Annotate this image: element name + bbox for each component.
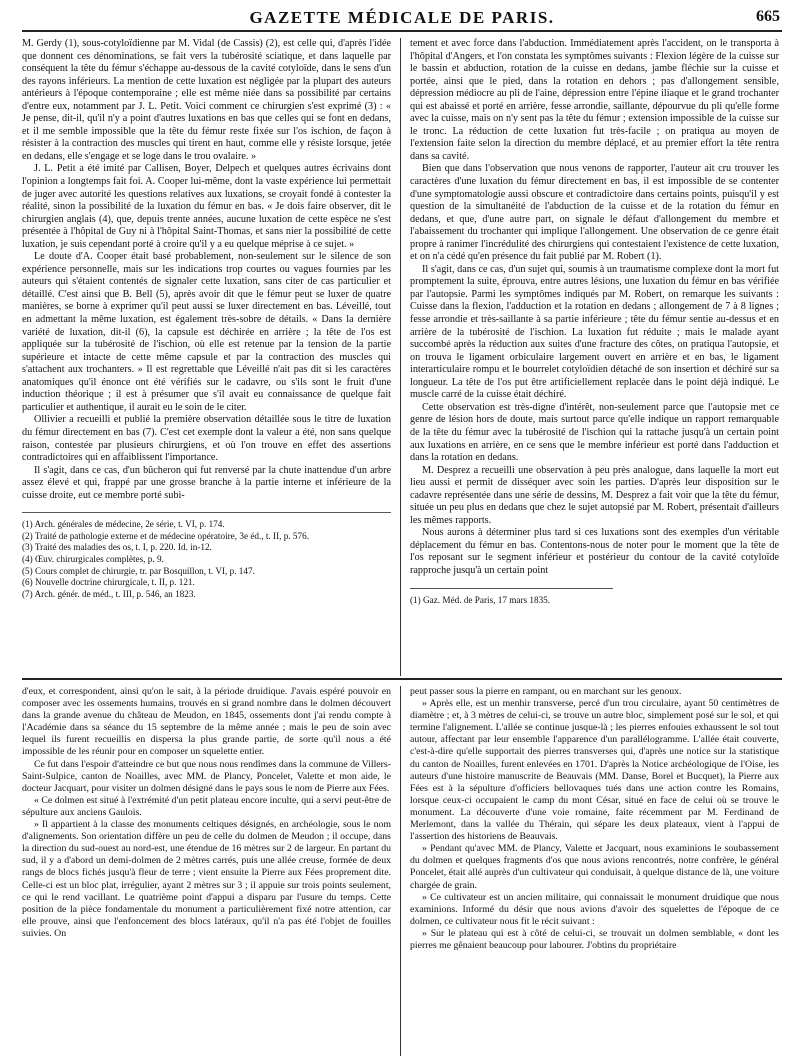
paragraph: M. Gerdy (1), sous-cotyloïdienne par M. Vidal (de Cassis) (2), est celle qui, d'après l'idée que donnent ces dénominations, se fait vers la tubérosité sciatique, et dans laquelle par conséquent la tête du fémur s'échappe au-dessous de la cavité cotyloïde, dans le sens d'un des rayons inférieurs. La mention de cette luxation est négligée par la plupart des auteurs antérieurs à l'époque contemporaine ; elle est même niée dans sa possibilité par certains d'entre eux, notamment par J. L. Petit. Voici comment ce chirurgien s'est exprimé (3) : « Je pense, dit-il, qu'il n'y a point d'autres luxations en bas que celles qui se font en dedans, et il me semble impossible que la tête du fémur reste fixée sur l'os ischion, de façon à résister à la contraction des muscles qui tirent en haut, comme elle y résiste lorsque, jetée en dedans, elle s'engage et se loge dans le trou ovalaire. » <box>22 38 391 162</box>
paragraph: tement et avec force dans l'abduction. Immédiatement après l'accident, on le transporta à l'hôpital d'Angers, et l'on constata les symptômes suivants : Flexion légère de la cuisse sur le bassin et abduction, rotation de la cuisse en dedans, jambe fléchie sur la cuisse et portée, ainsi que le pied, dans la rotation en dehors ; pas d'allongement sensible, dépression médiocre au pli de l'aine, dépression entre l'épine iliaque et le grand trochanter qui est abaissé et porté en arrière, fesse arrondie, saillante, dépourvue du pli qu'elle forme avec la cuisse, mais on n'y sent pas la tête du fémur ; extension impossible de la cuisse sur le tronc. La réduction de cette luxation fut très-facile ; on pratiqua au moyen de l'extension faite selon la direction du membre déplacé, et au premier effort la tête rentra dans sa cavité. <box>410 38 779 162</box>
column-divider <box>400 686 401 1056</box>
section-divider <box>22 678 782 680</box>
paragraph: Ollivier a recueilli et publié la première observation détaillée sous le titre de luxation du fémur directement en bas (7). C'est cet exemple dont la valeur a été, non sans quelque raison, contestée par plusieurs chirurgiens, et où l'on trouve en effet des assertions contradictoires qui en affaiblissent l'importance. <box>22 414 391 464</box>
footnote: (1) Arch. générales de médecine, 2e série, t. VI, p. 174. <box>22 519 225 530</box>
feuilleton-column-left <box>22 686 391 1056</box>
feuilleton-section <box>22 686 782 1056</box>
paragraph: Il s'agit, dans ce cas, d'un bûcheron qui fut renversé par la chute inattendue d'un arbre assez élevé et qui, frappé par une grosse branche à la partie interne et inférieure de la cuisse droite, eut ce membre porté subi- <box>22 464 391 501</box>
main-article <box>22 38 782 676</box>
paragraph: peut passer sous la pierre en rampant, ou en marchant sur les genoux. <box>410 686 682 697</box>
paragraph: Nous aurons à déterminer plus tard si ces luxations sont des exemples d'un véritable déplacement du fémur en bas. Contentons-nous de noter pour le moment que la tête de l'os reposant sur le segment inférieur et postérieur du contour de la cavité cotyloïde rapproche jusqu'à un certain point <box>410 527 779 576</box>
paragraph: » Sur le plateau qui est à côté de celui-ci, se trouvait un dolmen semblable, « dont les pierres me gênaient beaucoup pour labourer. J'obtins du propriétaire <box>410 927 779 951</box>
footnote: (1) Gaz. Méd. de Paris, 17 mars 1835. <box>410 594 551 605</box>
column-divider <box>400 38 401 676</box>
newspaper-page <box>22 6 782 1056</box>
paragraph: Bien que dans l'observation que nous venons de rapporter, l'auteur ait cru trouver les caractères d'une luxation du fémur directement en bas, il est impossible de se contenter d'une symptomatologie aussi obscure et contradictoire dans certains points, puisqu'il y est question de la simultanéité de l'abduction de la cuisse et de la rotation du fémur en dedans, et que, d'une autre part, on signale le défaut d'allongement du membre et l'abaissement du trochanter qui implique l'allongement. Une observation de ce genre était propre à ranimer l'incrédulité des chirurgiens qui contestaient l'existence de cette luxation, et on n'a cédé qu'en présence du fait publié par M. Robert (1). <box>410 163 779 263</box>
running-title: GAZETTE MÉDICALE DE PARIS. <box>249 8 555 27</box>
feuilleton-column-right <box>410 686 779 1056</box>
page-number: 665 <box>756 8 780 25</box>
article-column-left <box>22 38 391 676</box>
paragraph: » Pendant qu'avec MM. de Plancy, Valette et Jacquart, nous examinions le soubassement du dolmen et quelques fragments d'os que nous avions rencontrés, notre confrère, le général Poncelet, était allé auprès d'un cultivateur qui conduisait, à quelque distance de là, une voiture chargée de grain. <box>410 843 779 891</box>
paragraph: M. Desprez a recueilli une observation à peu près analogue, dans laquelle la mort eut lieu aussi et permit de disséquer avec soin les parties. D'après leur disposition sur le cadavre représentée dans une série de dessins, M. Desprez a fait voir que la tête du fémur, située un peu plus en dedans que chez le sujet autopsié par M. Robert, présentait d'ailleurs les mêmes rapports. <box>410 464 779 526</box>
paragraph: Ce fut dans l'espoir d'atteindre ce but que nous nous rendîmes dans la commune de Villers-Saint-Sulpice, canton de Noailles, avec MM. de Plancy, Poncelet, Valette et mon aide, le docteur Jacquart, pour visiter un dolmen désigné dans le pays sous le nom de Pierre aux Fées. <box>22 758 391 794</box>
footnote: (3) Traité des maladies des os, t. I, p. 220. Id. in-12. <box>22 542 212 553</box>
footnote-divider <box>22 512 391 513</box>
article-column-right <box>410 38 779 676</box>
footnote-divider <box>410 588 613 589</box>
paragraph: d'eux, et correspondent, ainsi qu'on le sait, à la période druidique. J'avais espéré pouvoir en composer avec les ossements humains, trouvés en si grand nombre dans le dolmen découvert dans la grande avenue du château de Meudon, en 1845, ossements dont j'ai rendu compte à l'Académie dans sa séance du 15 septembre de la même année ; mais le peu de soin avec lequel ils furent recueillis en dispersa la plus grande partie, de sorte qu'il nous a été impossible de les réunir pour en composer un squelette entier. <box>22 686 391 758</box>
paragraph: « Ce dolmen est situé à l'extrémité d'un petit plateau encore inculte, qui a servi peut-être de sépulture aux anciens Gaulois. <box>22 794 391 818</box>
paragraph: » Ce cultivateur est un ancien militaire, qui connaissait le monument druidique que nous examinions. Informé du désir que nous avions d'avoir des squelettes de l'époque de ce dolmen, ce cultivateur nous fit le récit suivant : <box>410 891 779 927</box>
footnote: (2) Traité de pathologie externe et de médecine opératoire, 3e éd., t. II, p. 576. <box>22 530 310 541</box>
paragraph: J. L. Petit a été imité par Callisen, Boyer, Delpech et quelques autres écrivains dont l'opinion a longtemps fait foi. A. Cooper lui-même, dont la vaste expérience lui permettait de juger avec autorité les questions relatives aux luxations, se croyait fondé à contester la réalité, sinon la possibilité de la luxation du fémur en bas. « Je dois faire observer, dit le chirurgien anglais (4), que, depuis trente années, aucune luxation de cette espèce ne s'est présentée à l'hôpital de Guy ni à l'hôpital Saint-Thomas, et sans nier la possibilité de cette luxation, je suis cependant porté à croire qu'il y a eu quelque méprise à ce sujet. » <box>22 163 391 250</box>
page-header <box>22 6 782 32</box>
paragraph: Le doute d'A. Cooper était basé probablement, non-seulement sur le silence de son expérience personnelle, mais sur les indications trop courtes ou vagues fournies par les auteurs qui s'étaient contentés de signaler cette luxation, sans citer de cas particulier et détaillé. C'est ainsi que B. Bell (5), après avoir dit que le fémur peut se luxer de quatre manières, se borne à exprimer qu'il peut aussi se luxer directement en bas. Léveillé, tout en admettant la même luxation, est également très-sobre de détails. « Dans la dernière variété de luxation, dit-il (6), la capsule est déchirée en arrière ; la tête de l'os est appliquée sur la tubérosité de l'ischion, où elle est retenue par la tension de la partie supérieure et intacte de cette même capsule et par la contraction des muscles qui s'attachent aux trochanters. » Il est regrettable que Léveillé n'ait pas dit si les caractères anatomiques qu'il énonce ont été vérifiés sur le cadavre, ou s'ils sont le fruit d'une induction théorique ; il est à présumer que s'il avait eu connaissance de quelque fait particulier et authentique, il aurait eu le soin de le citer. <box>22 251 391 413</box>
footnote: (7) Arch. génér. de méd., t. III, p. 546, an 1823. <box>22 588 196 599</box>
footnote: (6) Nouvelle doctrine chirurgicale, t. II, p. 121. <box>22 577 195 588</box>
footnote: (5) Cours complet de chirurgie, tr. par Bosquillon, t. VI, p. 147. <box>22 565 255 576</box>
footnote: (4) Œuv. chirurgicales complètes, p. 9. <box>22 554 164 565</box>
paragraph: Il s'agit, dans ce cas, d'un sujet qui, soumis à un traumatisme complexe dont la mort fut promptement la suite, éprouva, entre autres lésions, une luxation du fémur en bas vérifiée par l'autopsie. Parmi les symptômes indiqués par M. Robert, on remarque les suivants : Cuisse dans la flexion, l'adduction et la rotation en dedans ; allongement de 7 à 8 lignes ; fesse arrondie et très-saillante à sa partie inférieure ; tête du fémur sentie au-dessus et en arrière de la tubérosité de l'ischion. La luxation fut réduite ; mais le malade ayant succombé après la réduction aux suites d'une fracture des côtes, on pratiqua l'autopsie, et on trouva le ligament orbiculaire largement ouvert en arrière et en bas, le ligament interarticulaire rompu et le bourrelet cotyloïdien détaché de son insertion et déchiré sur sa longueur. La tête de l'os put être artificiellement replacée dans le point déjà indiqué. Le muscle carré de la cuisse était déchiré. <box>410 263 779 401</box>
paragraph: » Après elle, est un menhir transverse, percé d'un trou circulaire, ayant 50 centimètres de diamètre ; et, à 3 mètres de celui-ci, se trouve un autre bloc, simplement posé sur le sol, et qui termine l'alignement. L'allée se continue jusque-là ; les pierres enfouies exhaussent le sol tout autour, affectant par leur ensemble l'apparence d'un parallélogramme. L'allée était couverte, c'est-à-dire qu'elle supportait des pierres transverses qui, d'après une notice sur la statistique du canton de Noailles, furent enlevées en 1701. D'après la Notice archéologique de l'Oise, les auteurs d'une histoire manuscrite de Beauvais (MM. Danse, Borel et Bucquet), la Pierre aux Fées est à la sépulture d'officiers bellovaques tués dans une action contre les Romains, lorsque ceux-ci occupaient le camp du mont César, situé en face de celui où se trouve le monument. La découverte d'une voie romaine, faite récemment par M. Ferdinand de Merlemont, dans la vallée du Thérain, qui sépare les deux plateaux, vient à l'appui de l'assertion des historiens de Beauvais. <box>410 698 779 843</box>
paragraph: Cette observation est très-digne d'intérêt, non-seulement parce que l'autopsie met ce genre de lésion hors de doute, mais surtout parce qu'elle indique un rapport remarquable de la tête du fémur avec la tubérosité de l'ischion qui la rattache jusqu'à un certain point aux luxations en arrière, en ce sens que le membre inférieur est porté dans l'adduction et dans la rotation en dedans. <box>410 401 779 464</box>
paragraph: » Il appartient à la classe des monuments celtiques désignés, en archéologie, sous le nom d'alignements. Son orientation diffère un peu de celle du dolmen de Meudon ; il occupe, dans la direction du sud-ouest au nord-est, une étendue de 16 mètres sur 2 de largeur. En partant du sud, il y a d'abord un demi-dolmen de 2 mètres carrés, puis une allée creuse, formée de deux rangs de blocs fichés jusqu'à fleur de terre ; vient ensuite la Pierre aux Fées proprement dite. Celle-ci est un bloc plat, irrégulier, ayant 2 mètres sur 3 ; il appuie sur trois points seulement, ce qui le rend vacillant. Le quatrième point d'appui a disparu par l'usure du temps. Cette position de la pièce fondamentale du monument a particulièrement fixé notre attention, car elle prouve, ainsi que l'enfoncement des blocs latéraux, qu'il n'a pas été l'objet de fouilles suivies. On <box>22 819 391 939</box>
